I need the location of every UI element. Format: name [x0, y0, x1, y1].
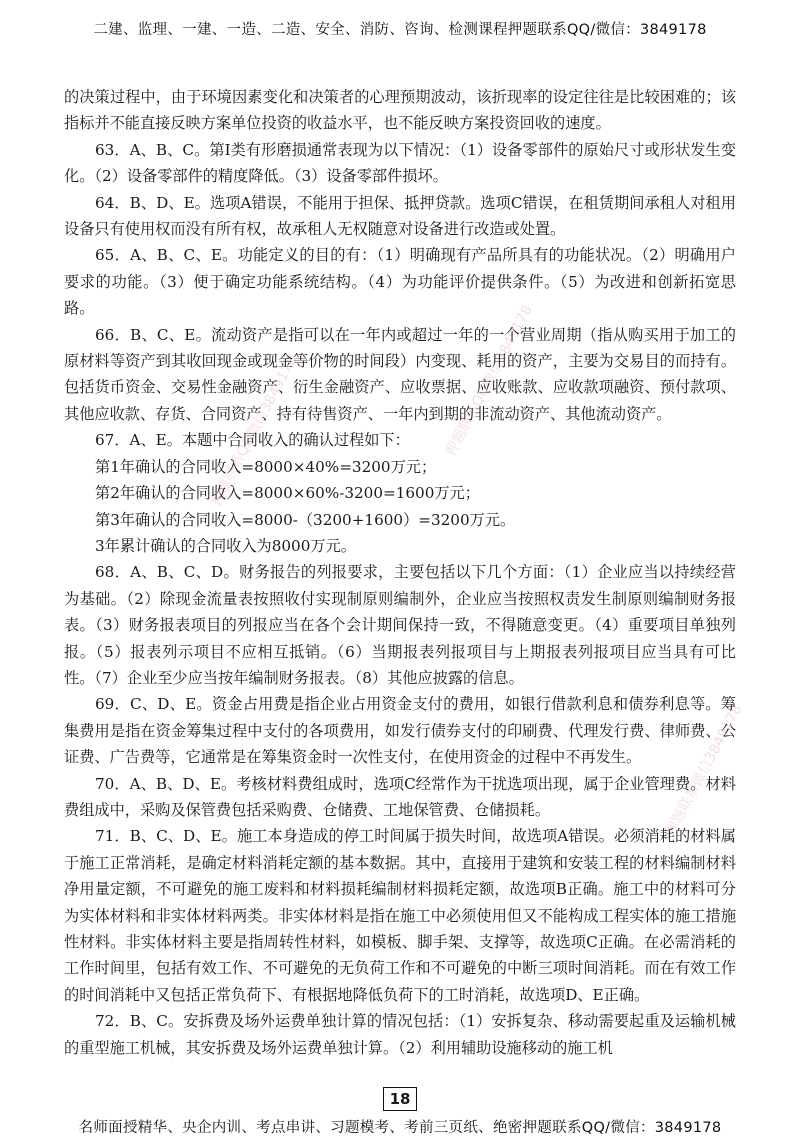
watermark-stamp: 押题联系微信3849178: [662, 702, 746, 839]
answer-explanations: [64, 84, 736, 1061]
paragraph: 72．B、C。安拆费及场外运费单独计算的情况包括：（1）安拆复杂、移动需要起重及运输机械的重型施工机械，其安拆费及场外运费单独计算。（2）利用辅助设施移动的施工机: [64, 1012, 736, 1057]
paragraph: 3年累计确认的合同收入为8000万元。: [95, 536, 356, 555]
paragraph: 63．A、B、C。第Ⅰ类有形磨损通常表现为以下情况：（1）设备零部件的原始尺寸或形状发生变化。（2）设备零部件的精度降低。（3）设备零部件损坏。: [64, 140, 736, 186]
paragraph: 64．B、D、E。选项A错误，不能用于担保、抵押贷款。选项C错误，在租赁期间承租人对租用设备只有使用权而没有所有权，故承租人无权随意对设备进行改造或处置。: [64, 193, 736, 239]
paragraph: 67．A、E。本题中合同收入的确认过程如下：: [95, 431, 410, 450]
paragraph: 65．A、B、C、E。功能定义的目的有：（1）明确现有产品所具有的功能状况。（2）明确用户要求的功能。（3）便于确定功能系统结构。（4）为功能评价提供条件。（5）为改进和创新拓宽思路。: [64, 246, 736, 318]
paragraph: 第2年确认的合同收入=8000×60%-3200=1600万元；: [95, 484, 480, 503]
page-number: 18: [383, 1087, 417, 1111]
paragraph: 70．A、B、D、E。考核材料费组成时，选项C经常作为干扰选项出现，属于企业管理费。材料费组成中，采购及保管费包括采购费、仓储费、工地保管费、仓储损耗。: [64, 774, 736, 819]
page-footer: 名师面授精华、央企内训、考点串讲、习题模考、考前三页纸、绝密押题联系QQ/微信：3849178: [78, 1120, 722, 1136]
watermark-stamp: 押题联系QQ微信3849178: [442, 302, 536, 459]
paragraph: 第1年确认的合同收入=8000×40%=3200万元；: [95, 457, 437, 476]
paragraph: 69．C、D、E。资金占用费是指企业占用资金支付的费用，如银行借款利息和债券利息等。筹集费用是指在资金筹集过程中支付的各项费用，如发行债券支付的印刷费、代理发行费、律师费、公证费、广告费等，它通常是在筹集资金时一次性支付，在使用资金的过程中不再发生。: [64, 695, 736, 767]
watermark-stamp: 押题联系QQ微信3849178: [207, 352, 301, 509]
paragraph: 的决策过程中，由于环境因素变化和决策者的心理预期波动，该折现率的设定往往是比较困难的；该指标并不能直接反映方案单位投资的收益水平，也不能反映方案投资回收的速度。: [64, 88, 736, 133]
page-header: 二建、监理、一建、一造、二造、安全、消防、咨询、检测课程押题联系QQ/微信：3849178: [93, 22, 707, 38]
paragraph: 71．B、C、D、E。施工本身造成的停工时间属于损失时间，故选项A错误。必须消耗的材料属于施工正常消耗，是确定材料消耗定额的基本数据。其中，直接用于建筑和安装工程的材料编制材料净用量定额，不可避免的施工废料和材料损耗编制材料损耗定额，故选项B正确。施工中的材料可分为实体材料和非实体材料两类。非实体材料是指在施工中必须使用但又不能构成工程实体的施工措施性材料。非实体材料主要是指周转性材料，如模板、脚手架、支撑等，故选项C正确。在必需消耗的工作时间里，包括有效工作、不可避免的无负荷工作和不可避免的中断三项时间消耗。而在有效工作的时间消耗中又包括正常负荷下、有根据地降低负荷下的工时消耗，故选项D、E正确。: [64, 827, 736, 1004]
paragraph: 第3年确认的合同收入=8000-（3200+1600）=3200万元。: [95, 510, 516, 529]
paragraph: 66．B、C、E。流动资产是指可以在一年内或超过一年的一个营业周期（指从购买用于加工的原材料等资产到其收回现金或现金等价物的时间段）内变现、耗用的资产，主要为交易目的而持有。包括货币资金、交易性金融资产、衍生金融资产、应收票据、应收账款、应收款项融资、预付款项、其他应收款、存货、合同资产、持有待售资产、一年内到期的非流动资产、其他流动资产。: [64, 325, 736, 423]
paragraph: 68．A、B、C、D。财务报告的列报要求，主要包括以下几个方面：（1）企业应当以持续经营为基础。（2）除现金流量表按照收付实现制原则编制外，企业应当按照权责发生制原则编制财务报表。（3）财务报表项目的列报应当在各个会计期间保持一致，不得随意变更。（4）重要项目单独列报。（5）报表列示项目不应相互抵销。（6）当期报表列报项目与上期报表列报项目应当具有可比性。（7）企业至少应当按年编制财务报表。（8）其他应披露的信息。: [64, 563, 736, 687]
